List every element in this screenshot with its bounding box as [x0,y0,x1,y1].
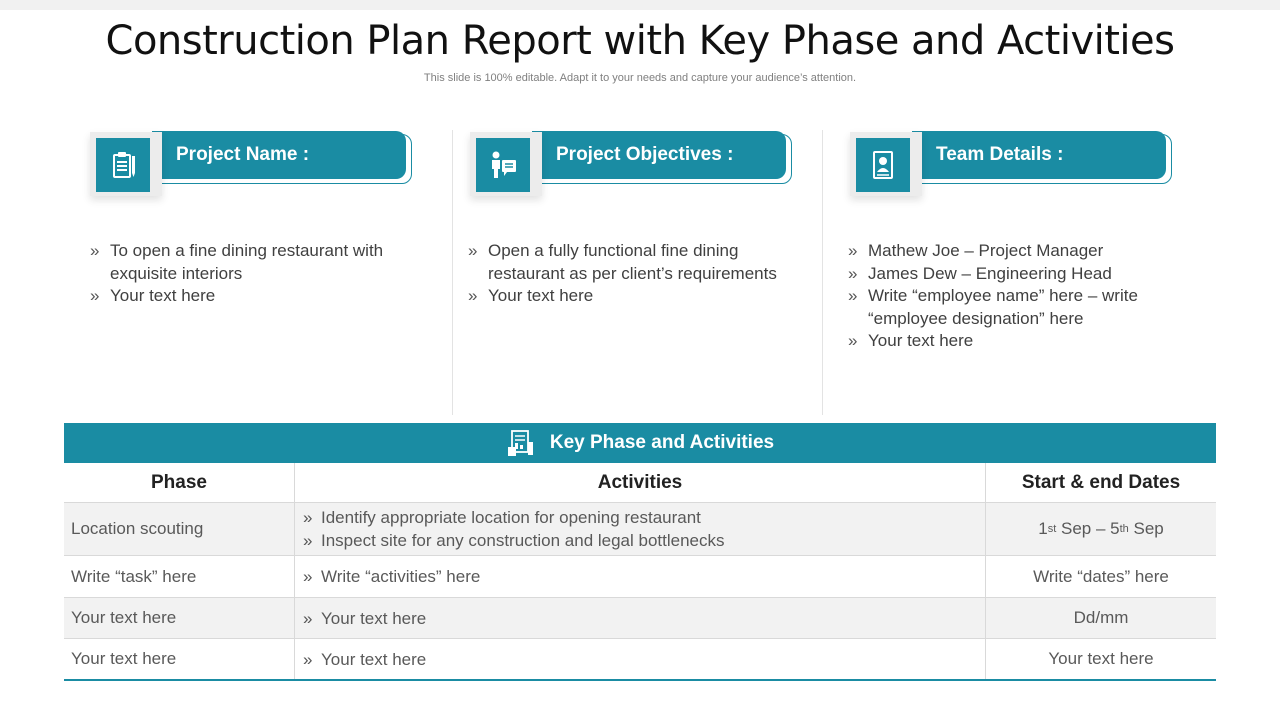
phase-cell: Location scouting [64,503,295,555]
activities-cell [295,598,986,638]
report-icon [506,428,536,458]
list-item: » Write “employee name” here – write “employee designation” here [848,285,1188,330]
column-divider [452,130,453,415]
table-row [64,556,1216,598]
presenter-icon [476,138,530,192]
card-header: Project Objectives : [532,131,786,179]
list-item: » Your text here [90,285,420,308]
list-item: » Mathew Joe – Project Manager [848,240,1188,263]
table-row [64,503,1216,556]
card-icon-frame [470,132,542,196]
project-name-list [90,240,420,308]
phase-cell: Your text here [64,639,295,679]
card-header: Project Name : [152,131,406,179]
dates-cell: Dd/mm [1073,608,1129,627]
card-icon-frame [90,132,162,196]
page-subtitle: This slide is 100% editable. Adapt it to your needs and capture your audience’s attention. [423,72,857,84]
activities-cell [295,503,986,555]
id-badge-icon [856,138,910,192]
dates-cell: Your text here [1048,649,1154,668]
key-phase-table [64,423,1216,681]
top-bar [0,0,1280,10]
dates-cell: 1 st Sep – 5 th Sep [1038,519,1164,538]
activities-cell [295,556,986,597]
phase-cell: Write “task” here [64,556,295,597]
card-icon-frame [850,132,922,196]
dates-cell: Write “dates” here [1033,566,1169,586]
project-objectives-list [468,240,808,308]
page-title: Construction Plan Report with Key Phase and Activities [105,18,1175,64]
list-item: » To open a fine dining restaurant with exquisite interiors [90,240,420,285]
activity-item: » Write “activities” here [303,565,480,588]
phase-cell: Your text here [64,598,295,638]
activity-item: » Inspect site for any construction and legal bottlenecks [303,529,725,552]
list-item: » Your text here [848,330,1188,353]
table-row [64,598,1216,639]
column-header-phase: Phase [64,463,295,502]
team-details-list [848,240,1188,353]
list-item: » James Dew – Engineering Head [848,263,1188,286]
table-header-row [64,463,1216,503]
table-title-bar [64,423,1216,463]
list-item: » Your text here [468,285,808,308]
list-item: » Open a fully functional fine dining restaurant as per client’s requirements [468,240,808,285]
column-header-dates: Start & end Dates [1021,471,1181,493]
column-divider [822,130,823,415]
column-header-activities: Activities [295,463,986,502]
activity-item: » Your text here [303,648,426,671]
clipboard-icon [96,138,150,192]
activities-cell [295,639,986,679]
table-row [64,639,1216,681]
activity-item: » Your text here [303,607,426,630]
card-header: Team Details : [912,131,1166,179]
table-title: Key Phase and Activities [549,432,775,453]
activity-item: » Identify appropriate location for opening restaurant [303,506,725,529]
